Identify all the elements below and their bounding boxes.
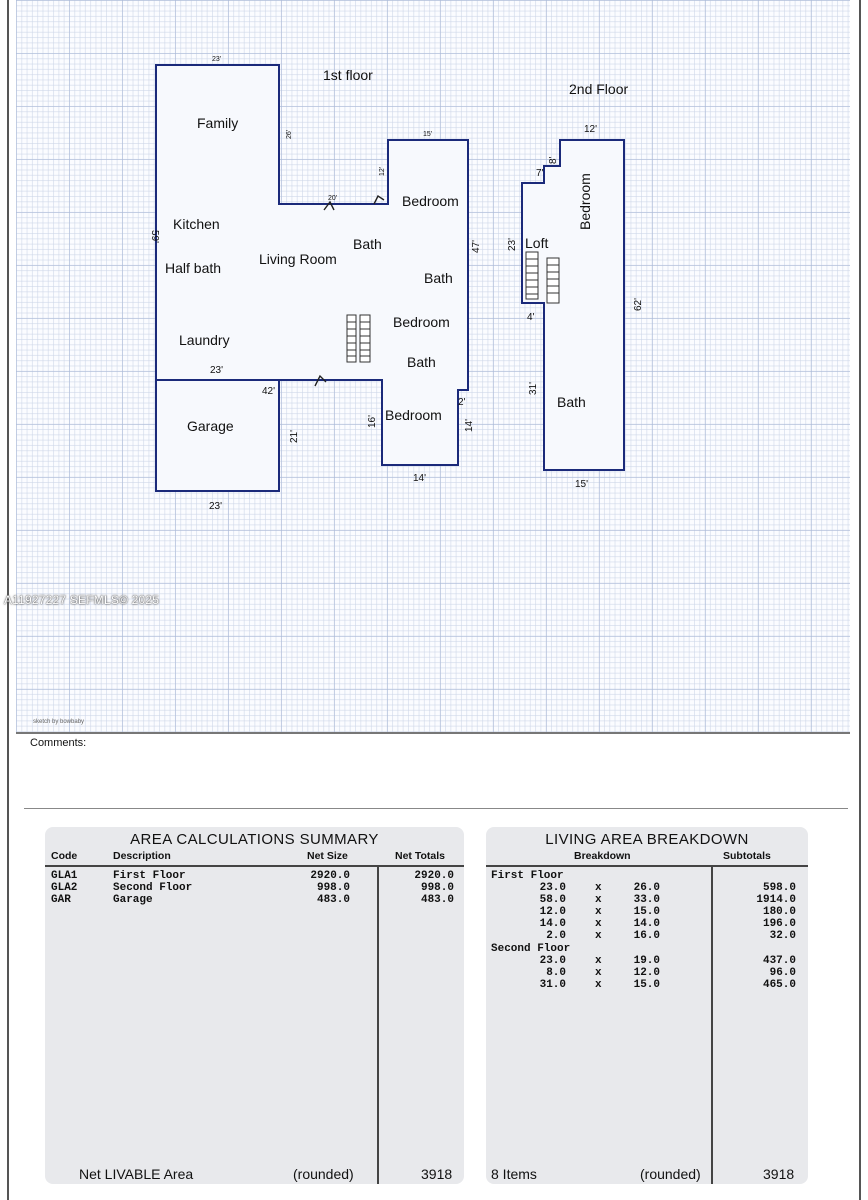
times: x [595, 967, 602, 979]
subtotal: 32.0 [769, 930, 796, 942]
garage-outline [156, 380, 279, 491]
dim-up-4: 4' [527, 312, 535, 323]
header-code: Code [51, 850, 78, 862]
room-family: Family [197, 115, 239, 131]
header-description: Description [113, 850, 171, 862]
room-bedroom-upper: Bedroom [577, 173, 593, 230]
living-breakdown-panel [486, 827, 808, 1184]
room-laundry: Laundry [179, 332, 230, 348]
row-description: Garage [113, 894, 153, 906]
dim-laundry-23: 23' [210, 365, 224, 376]
row-code: GAR [51, 894, 71, 906]
dim-b: 12.0 [633, 967, 660, 979]
dim-up-15: 15' [575, 479, 589, 490]
group-second-floor: Second Floor [491, 943, 571, 955]
room-loft: Loft [525, 235, 549, 251]
room-bedroom-1: Bedroom [402, 193, 459, 209]
dim-right-47: 47' [471, 239, 482, 253]
rounded-label: (rounded) [640, 1166, 701, 1182]
times: x [595, 955, 602, 967]
area-summary-panel [45, 827, 464, 1184]
mls-watermark: A11927227 SEFMLS© 2025 [4, 593, 160, 607]
dim-family-26: 26' [286, 129, 293, 139]
dim-b: 33.0 [633, 894, 660, 906]
dim-step-20: 20' [328, 195, 338, 202]
row-code: GLA1 [51, 870, 78, 882]
dim-up-7: 7' [536, 168, 544, 179]
dim-up-31: 31' [528, 381, 539, 395]
header-subtotals: Subtotals [723, 850, 771, 862]
dim-a: 2.0 [546, 930, 566, 942]
row-net-size: 998.0 [316, 882, 350, 894]
dim-bed-16: 16' [367, 414, 378, 428]
dim-up-top-12: 12' [584, 124, 598, 135]
dim-bed-bottom-14: 14' [413, 473, 427, 484]
row-net-total: 2920.0 [414, 870, 454, 882]
room-bath-2: Bath [424, 270, 453, 286]
dim-a: 23.0 [539, 882, 566, 894]
row-net-size: 2920.0 [310, 870, 350, 882]
room-garage: Garage [187, 418, 234, 434]
net-livable-total: 3918 [421, 1166, 453, 1182]
subtotal: 196.0 [762, 918, 796, 930]
row-code: GLA2 [51, 882, 78, 894]
sketch-credit: sketch by bowbaby [33, 719, 85, 725]
column-divider [377, 865, 379, 1184]
rounded-label: (rounded) [293, 1166, 354, 1182]
dim-up-8: 8' [548, 156, 559, 164]
net-livable-label: Net LIVABLE Area [79, 1166, 194, 1182]
dim-b: 15.0 [633, 906, 660, 918]
dim-a: 58.0 [539, 894, 566, 906]
living-total: 3918 [763, 1166, 795, 1182]
times: x [595, 979, 602, 991]
subtotal: 96.0 [769, 967, 796, 979]
room-living-room: Living Room [259, 251, 337, 267]
subtotal: 1914.0 [756, 894, 796, 906]
subtotal: 598.0 [762, 882, 796, 894]
dim-bed-2: 2' [458, 397, 466, 408]
row-description: Second Floor [113, 882, 193, 894]
dim-garage-42: 42' [262, 386, 276, 397]
header-net-size: Net Size [307, 850, 348, 862]
dim-bed-14: 14' [464, 418, 475, 432]
room-bath-3: Bath [407, 354, 436, 370]
room-half-bath: Half bath [165, 260, 222, 276]
room-kitchen: Kitchen [173, 216, 220, 232]
dim-b: 19.0 [633, 955, 660, 967]
door-swing-2 [374, 196, 384, 204]
dim-wing-15: 15' [423, 131, 433, 138]
dim-up-62: 62' [633, 297, 644, 311]
header-rule [486, 865, 808, 867]
header-breakdown: Breakdown [574, 850, 631, 862]
comments-label: Comments: [30, 737, 87, 749]
times: x [595, 894, 602, 906]
subtotal: 465.0 [762, 979, 796, 991]
times: x [595, 930, 602, 942]
dim-up-23: 23' [507, 237, 518, 251]
column-divider [711, 865, 713, 1184]
dim-a: 8.0 [546, 967, 566, 979]
dim-a: 31.0 [539, 979, 566, 991]
times: x [595, 882, 602, 894]
subtotal: 437.0 [762, 955, 796, 967]
room-bedroom-3: Bedroom [385, 407, 442, 423]
dim-top-23: 23' [212, 56, 222, 63]
dim-a: 23.0 [539, 955, 566, 967]
times: x [595, 918, 602, 930]
dim-a: 12.0 [539, 906, 566, 918]
group-first-floor: First Floor [491, 870, 564, 882]
area-summary-title: AREA CALCULATIONS SUMMARY [130, 831, 379, 848]
dim-garage-21: 21' [289, 429, 300, 443]
row-net-total: 998.0 [420, 882, 454, 894]
dim-a: 14.0 [539, 918, 566, 930]
dim-garage-bottom-23: 23' [209, 501, 223, 512]
dim-b: 26.0 [633, 882, 660, 894]
row-net-size: 483.0 [316, 894, 350, 906]
dim-left-59: 59' [149, 230, 160, 244]
times: x [595, 906, 602, 918]
second-floor-label: 2nd Floor [569, 81, 629, 97]
first-floor-label: 1st floor [323, 67, 373, 83]
second-floor-outline [522, 140, 624, 470]
room-bedroom-2: Bedroom [393, 314, 450, 330]
room-bath-upper: Bath [557, 394, 586, 410]
comments-separator [24, 808, 848, 809]
dim-b: 15.0 [633, 979, 660, 991]
living-breakdown-title: LIVING AREA BREAKDOWN [545, 831, 749, 848]
row-description: First Floor [113, 870, 186, 882]
dim-step-12: 12' [379, 166, 386, 176]
items-count: 8 Items [491, 1166, 537, 1182]
header-net-totals: Net Totals [395, 850, 445, 862]
room-bath-1: Bath [353, 236, 382, 252]
subtotal: 180.0 [762, 906, 796, 918]
dim-b: 16.0 [633, 930, 660, 942]
header-rule [45, 865, 464, 867]
dim-b: 14.0 [633, 918, 660, 930]
row-net-total: 483.0 [420, 894, 454, 906]
